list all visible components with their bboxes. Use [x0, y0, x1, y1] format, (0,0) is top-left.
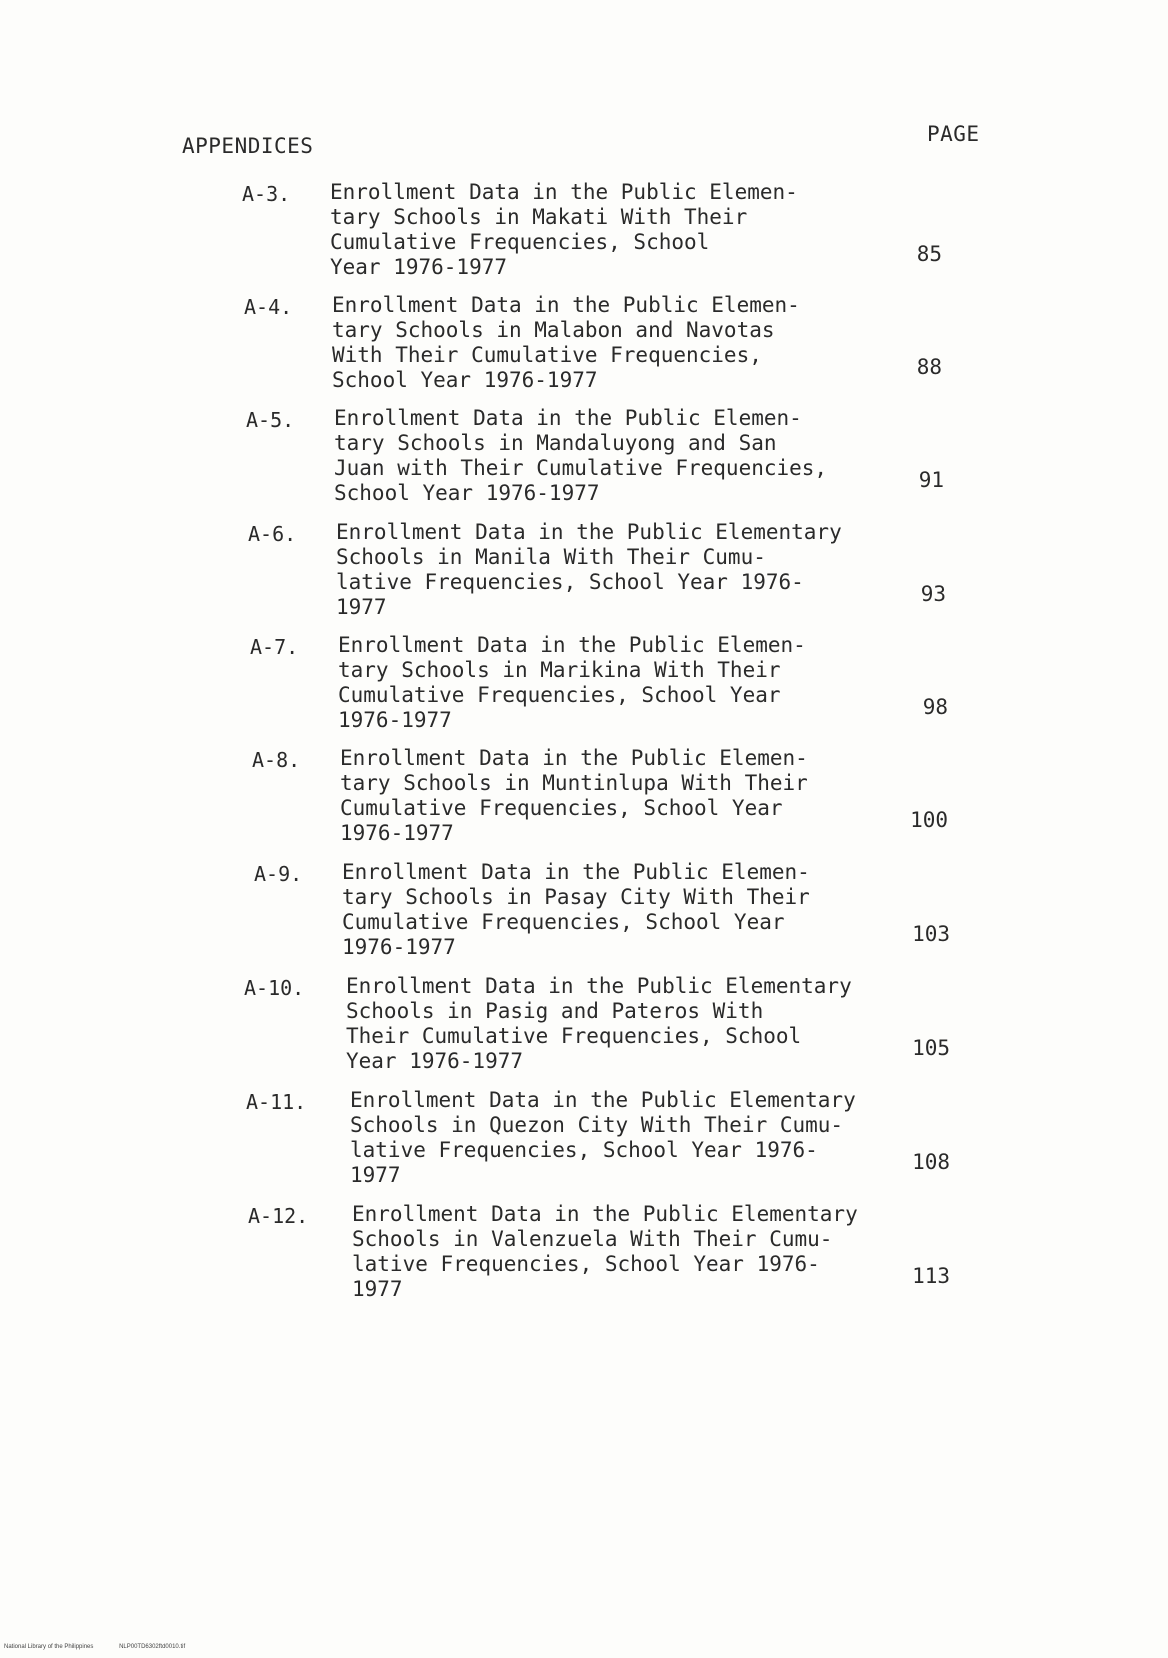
entry-label: A-6.	[248, 522, 297, 546]
entry-page-number: 98	[922, 695, 948, 719]
entry-title: Enrollment Data in the Public Elementary Schools in Pasig and Pateros With Their Cumulative Frequencies, School Year 1976-1977	[346, 974, 852, 1073]
entry-label: A-3.	[242, 182, 291, 206]
entry-page-number: 108	[912, 1150, 950, 1174]
entry-title: Enrollment Data in the Public Elementary Schools in Quezon City With Their Cumu- lative Frequencies, School Year 1976- 1977	[350, 1088, 856, 1187]
appendix-entry-a7	[250, 633, 1150, 743]
entry-page-number: 93	[920, 582, 946, 606]
entry-page-number: 88	[916, 355, 942, 379]
appendix-entry-a10	[244, 974, 1144, 1084]
entry-page-number: 91	[918, 468, 944, 492]
entry-title: Enrollment Data in the Public Elemen- tary Schools in Malabon and Navotas With Their Cumulative Frequencies, School Year 1976-1977	[332, 293, 800, 392]
appendix-entry-a12	[248, 1202, 1148, 1312]
entry-title: Enrollment Data in the Public Elementary Schools in Valenzuela With Their Cumu- lative Frequencies, School Year 1976- 1977	[352, 1202, 858, 1301]
entry-label: A-7.	[250, 635, 299, 659]
scan-footer	[4, 1644, 209, 1650]
entry-label: A-12.	[248, 1204, 309, 1228]
entry-page-number: 105	[912, 1036, 950, 1060]
file-identifier: NLP00TD6302ftd0010.tif	[119, 1644, 186, 1650]
library-credit: National Library of the Philippines	[4, 1644, 94, 1650]
entry-label: A-10.	[244, 976, 305, 1000]
appendix-entry-a3	[242, 180, 1142, 290]
appendices-heading: APPENDICES	[182, 134, 314, 158]
appendix-entry-a6	[248, 520, 1148, 630]
entry-label: A-8.	[252, 748, 301, 772]
entry-title: Enrollment Data in the Public Elemen- tary Schools in Pasay City With Their Cumulative Frequencies, School Year 1976-1977	[342, 860, 810, 959]
entry-label: A-9.	[254, 862, 303, 886]
entry-title: Enrollment Data in the Public Elemen- tary Schools in Muntinlupa With Their Cumulative Frequencies, School Year 1976-1977	[340, 746, 808, 845]
entry-title: Enrollment Data in the Public Elemen- tary Schools in Mandaluyong and San Juan with Their Cumulative Frequencies, School Year 1976-1977	[334, 406, 828, 505]
appendix-entry-a4	[244, 293, 1144, 403]
entry-title: Enrollment Data in the Public Elemen- tary Schools in Makati With Their Cumulative Frequencies, School Year 1976-1977	[330, 180, 798, 279]
page-column-heading: PAGE	[927, 122, 980, 146]
entry-label: A-11.	[246, 1090, 307, 1114]
entry-title: Enrollment Data in the Public Elemen- tary Schools in Marikina With Their Cumulative Frequencies, School Year 1976-1977	[338, 633, 806, 732]
entry-label: A-5.	[246, 408, 295, 432]
entry-label: A-4.	[244, 295, 293, 319]
entry-page-number: 113	[912, 1264, 950, 1288]
appendix-entry-a5	[246, 406, 1146, 516]
appendix-entry-a11	[246, 1088, 1146, 1198]
appendix-entry-a9	[254, 860, 1154, 970]
entry-title: Enrollment Data in the Public Elementary Schools in Manila With Their Cumu- lative Frequencies, School Year 1976- 1977	[336, 520, 842, 619]
entry-page-number: 103	[912, 922, 950, 946]
entry-page-number: 85	[916, 242, 942, 266]
appendix-entry-a8	[252, 746, 1152, 856]
entry-page-number: 100	[910, 808, 948, 832]
